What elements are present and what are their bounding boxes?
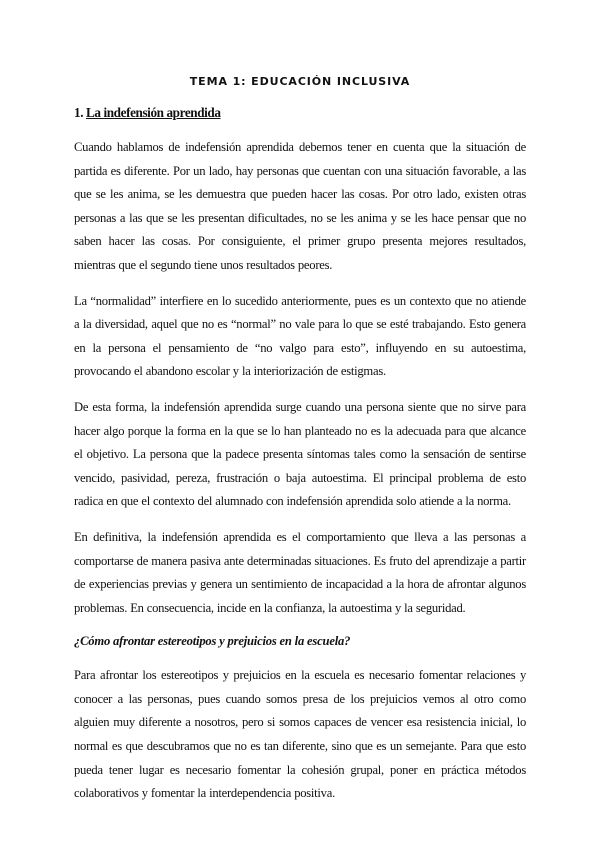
section-number: 1.	[74, 105, 84, 120]
paragraph-3: De esta forma, la indefensión aprendida surge cuando una persona siente que no sirve para hacer algo porque la forma en la que se lo han planteado no es la adecuada para que alcance el objetivo. La persona que la padece presenta síntomas tales como la sensación de sentirse vencido, pasividad, pereza, frustración o baja autoestima. El principal problema de esto radica en que el contexto del alumnado con indefensión aprendida solo atiende a la norma.	[74, 399, 526, 509]
document-title: TEMA 1: EDUCACIÓN INCLUSIVA	[189, 75, 411, 88]
paragraph-1: Cuando hablamos de indefensión aprendida debemos tener en cuenta que la situación de partida es diferente. Por un lado, hay personas que cuentan con una situación favorable, a las que se les anima, se les demuestra que pueden hacer las cosas. Por otro lado, existen otras personas a las que se les presentan dificultades, no se les anima y se les hace pensar que no saben hacer las cosas. Por consiguiente, el primer grupo presenta mejores resultados, mientras que el segundo tiene unos resultados peores.	[74, 140, 526, 272]
paragraph-5: Para afrontar los estereotipos y prejuicios en la escuela es necesario fomentar relaciones y conocer a las personas, pues cuando somos presa de los prejuicios vemos al otro como alguien muy diferente a nosotros, pero si somos capaces de vencer esa resistencia inicial, lo normal es que descubramos que no es tan diferente, sino que es un semejante. Para que esto pueda tener lugar es necesario fomentar la cohesión grupal, poner en práctica métodos colaborativos y fomentar la interdependencia positiva.	[74, 668, 526, 801]
paragraph-4: En definitiva, la indefensión aprendida es el comportamiento que lleva a las personas a comportarse de manera pasiva ante determinadas situaciones. Es fruto del aprendizaje a partir de experiencias previas y genera un sentimiento de incapacidad a la hora de afrontar algunos problemas. En consecuencia, incide en la confianza, la autoestima y la seguridad.	[74, 529, 526, 615]
section-title: La indefensión aprendida	[86, 105, 221, 120]
subheading: ¿Cómo afrontar estereotipos y prejuicios en la escuela?	[74, 634, 351, 649]
paragraph-2: La “normalidad” interfiere en lo sucedido anteriormente, pues es un contexto que no atiende a la diversidad, aquel que no es “normal” no vale para lo que se esté trabajando. Esto genera en la persona el pensamiento de “no valgo para esto”, influyendo en su autoestima, provocando el abandono escolar y la interiorización de estigmas.	[74, 293, 526, 379]
section-heading	[74, 104, 526, 122]
